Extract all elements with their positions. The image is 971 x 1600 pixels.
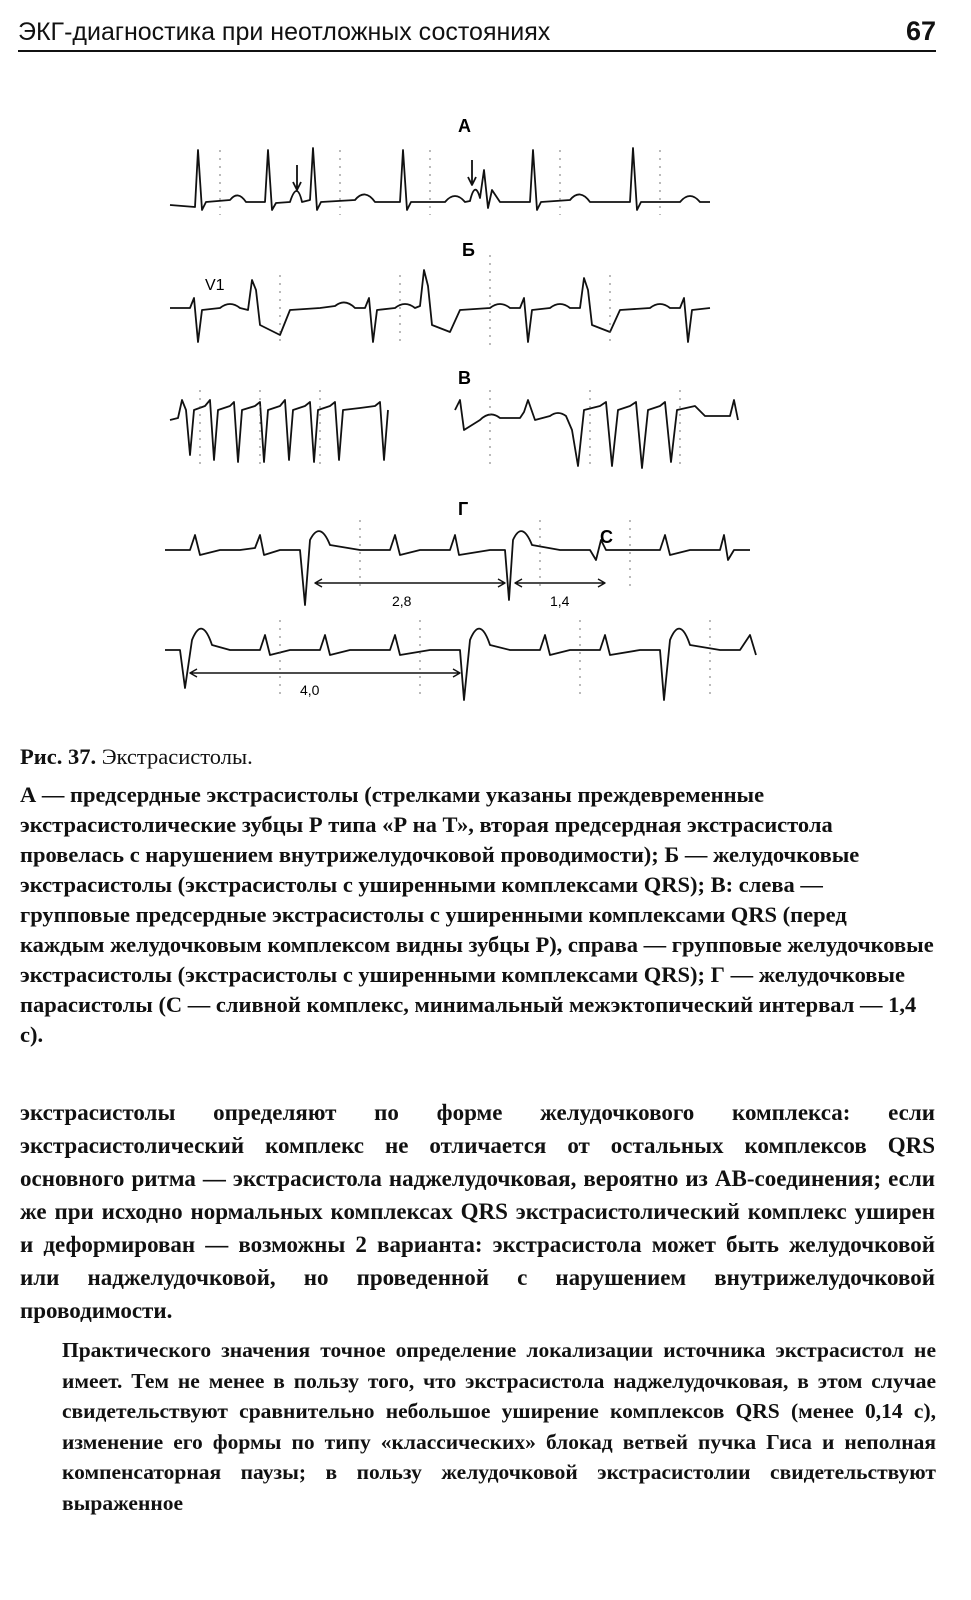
- arrow-a1: [293, 165, 301, 190]
- page-header: [18, 14, 936, 52]
- caption-figure-name: Экстрасистолы.: [101, 744, 253, 769]
- ecg-trace-g2: [165, 629, 756, 700]
- interval-label-40: 4,0: [300, 682, 320, 698]
- page-number: 67: [905, 16, 936, 46]
- interval-label-28: 2,8: [392, 593, 412, 609]
- interval-arrow-14: [515, 579, 605, 587]
- interval-label-14: 1,4: [550, 593, 570, 609]
- caption-figure-number: Рис. 37.: [20, 744, 97, 769]
- secondary-paragraph: [62, 1335, 936, 1518]
- main-paragraph: [20, 1096, 935, 1327]
- caption-description: А — предсердные экстрасистолы (стрелками указаны преждевременные экстрасистолические зубцы Р типа «Р на Т», вторая предсердная экстрасистола провелась с нарушением внутрижелудочковой проводимости); Б — желудочковые экстрасистолы (экстрасистолы с уширенными комплексами QRS); В: слева — групповые предсердные экстрасистолы с уширенными комплексами QRS (перед каждым желудочковым комплексом видны зубцы Р), справа — групповые желудочковые экстрасистолы (экстрасистолы с уширенными комплексами QRS); Г — желудочковые парасистолы (С — сливной комплекс, минимальный межэктопический интервал — 1,4 с).: [20, 782, 934, 1047]
- paragraph-1: экстрасистолы определяют по форме желудочкового комплекса: если экстрасистолический комплекс не отличается от остальных комплексов QRS основного ритма — экстрасистола наджелудочковая, вероятно из АВ-соединения; если же при исходно нормальных комплексах QRS экстрасистолический комплекс уширен и деформирован — возможны 2 варианта: экстрасистола может быть желудочковой или наджелудочковой, но проведенной с нарушением внутрижелудочковой проводимости.: [20, 1100, 935, 1323]
- panel-label-g: Г: [458, 499, 469, 519]
- fusion-label: С: [600, 527, 613, 547]
- panel-label-v: В: [458, 368, 471, 388]
- ecg-trace-b: [170, 270, 710, 342]
- ecg-trace-g1: [165, 531, 750, 605]
- interval-arrow-40: [190, 669, 460, 677]
- running-title: ЭКГ-диагностика при неотложных состояниях: [18, 18, 551, 46]
- ecg-trace-v-left: [170, 400, 388, 462]
- arrow-a2: [468, 160, 476, 185]
- grid-dots: [200, 150, 710, 700]
- ecg-figure: [160, 110, 780, 730]
- figure-caption: [20, 742, 935, 1050]
- interval-arrow-28: [315, 579, 505, 587]
- panel-label-a: А: [458, 116, 471, 136]
- caption-title: [20, 742, 935, 772]
- panel-label-b: Б: [462, 240, 475, 260]
- ecg-trace-a: [170, 148, 710, 210]
- ecg-figure-svg: [160, 110, 780, 730]
- lead-label-v1: V1: [205, 277, 225, 294]
- ecg-trace-v-right: [455, 400, 738, 468]
- paragraph-2: Практического значения точное определение локализации источника экстрасистол не имеет. Тем не менее в пользу того, что экстрасистола наджелудочковая, в этом случае свидетельствуют сравнительно небольшое уширение комплексов QRS (менее 0,14 с), изменение его формы по типу «классических» блокад ветвей пучка Гиса и неполная компенсаторная паузы; в пользу желудочковой экстрасистолии свидетельствуют выраженное: [62, 1338, 936, 1515]
